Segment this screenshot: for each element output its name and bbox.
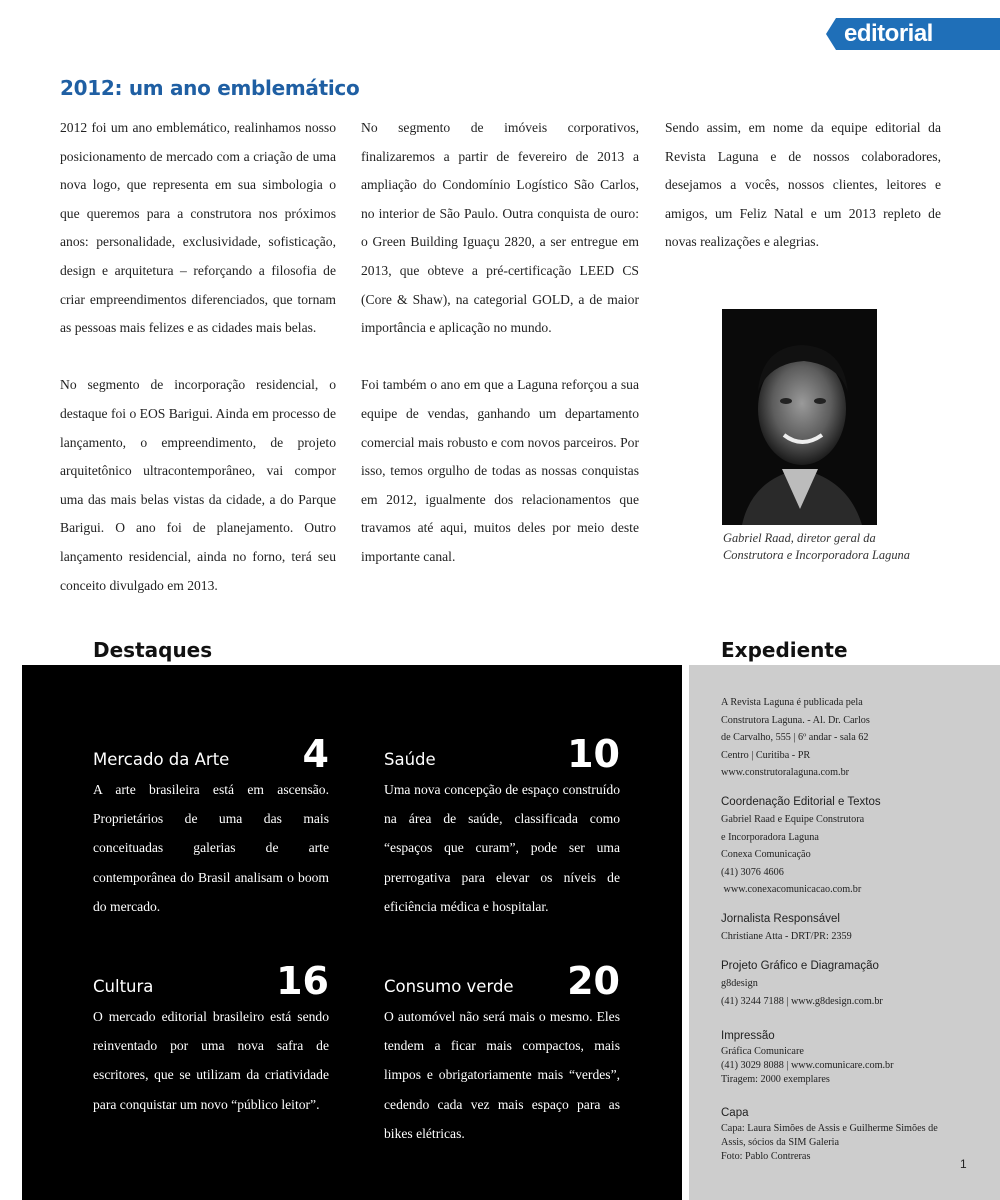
headline: 2012: um ano emblemático (60, 76, 360, 100)
feature-text: A arte brasileira está em ascensão. Proprietários de uma das mais conceituadas galerias de arte contemporânea do Brasil analisam o boom do mercado. (93, 782, 329, 914)
paragraph: Sendo assim, em nome da equipe editorial da Revista Laguna e de nossos colaboradores, desejamos a vocês, nossos clientes, leitores e amigos, um Feliz Natal e um 2013 repleto de novas realizações e alegrias. (665, 120, 941, 250)
feature-consumo-verde (384, 950, 620, 1148)
expediente-section-title: Coordenação Editorial e Textos (721, 796, 881, 808)
expediente-line: (41) 3244 7188 | www.g8design.com.br (721, 995, 883, 1007)
expediente-line: Centro | Curitiba - PR (721, 749, 811, 761)
feature-text: Uma nova concepção de espaço construído na área de saúde, classificada como “espaços que curam”, pode ser uma prerrogativa para elevar os níveis de eficiência médica e hospitalar. (384, 782, 620, 914)
expediente-title: Expediente (721, 638, 848, 662)
expediente-line: Construtora Laguna. - Al. Dr. Carlos (721, 714, 870, 726)
expediente-line: Foto: Pablo Contreras (721, 1151, 811, 1162)
paragraph: 2012 foi um ano emblemático, realinhamos nosso posicionamento de mercado com a criação de uma nova logo, que representa em sua simbologia o que queremos para a construtora nos próximos anos: personalidade, exclusividade, sofisticação, design e arquitetura – reforçando a filosofia de criar empreendimentos diferenciados, que tornam as pessoas mais felizes e as cidades mais belas. (60, 120, 336, 336)
page-number: 1 (960, 1157, 967, 1171)
expediente-intro (721, 694, 971, 782)
feature-page-number: 16 (276, 959, 329, 1003)
expediente-section-title: Projeto Gráfico e Diagramação (721, 960, 879, 972)
expediente-line: Conexa Comunicação (721, 849, 811, 861)
feature-saude (384, 723, 620, 921)
feature-title: Cultura (93, 977, 154, 996)
article-column-3 (665, 114, 941, 286)
expediente-line: Gabriel Raad e Equipe Construtora (721, 814, 865, 825)
destaques-title: Destaques (93, 638, 213, 662)
feature-page-number: 4 (302, 732, 329, 776)
expediente-line: (41) 3029 8088 | www.comunicare.com.br (721, 1060, 894, 1071)
feature-text: O automóvel não será mais o mesmo. Eles tendem a ficar mais compactos, mais limpos e obrigatoriamente mais “verdes”, cedendo cada vez mais espaço para as bikes elétricas. (384, 1009, 620, 1141)
expediente-section-projeto-grafico (721, 960, 971, 1010)
expediente-line: A Revista Laguna é publicada pela (721, 697, 863, 708)
section-tag (826, 18, 1000, 50)
expediente-line: Gráfica Comunicare (721, 1046, 804, 1057)
feature-title: Consumo verde (384, 977, 514, 996)
expediente-line: www.conexacomunicacao.com.br (721, 884, 862, 896)
expediente-section-capa (721, 1107, 961, 1164)
expediente-line: (41) 3076 4606 (721, 866, 784, 878)
portrait-photo (722, 309, 877, 525)
paragraph: No segmento de incorporação residencial, o destaque foi o EOS Barigui. Ainda em processo de lançamento, o empreendimento, de projeto arquitetônico ultracontemporâneo, vai compor uma das mais belas vistas da cidade, a do Parque Barigui. O ano foi de planejamento. Outro lançamento residencial, ainda no forno, terá seu conceito divulgado em 2013. (60, 377, 336, 593)
expediente-line: Capa: Laura Simões de Assis e Guilherme Simões de Assis, sócios da SIM Galeria (721, 1123, 938, 1148)
article-column-2 (361, 114, 639, 600)
expediente-section-title: Jornalista Responsável (721, 913, 840, 925)
expediente-line: Tiragem: 2000 exemplares (721, 1074, 830, 1085)
expediente-section-title: Capa (721, 1107, 749, 1119)
paragraph: No segmento de imóveis corporativos, finalizaremos a partir de fevereiro de 2013 a ampliação do Condomínio Logístico São Carlos, no interior de São Paulo. Outra conquista de ouro: o Green Building Iguaçu 2820, a ser entregue em 2013, que obteve a pré-certificação LEED CS (Core & Shaw), na categorial GOLD, a de maior importância e aplicação no mundo. (361, 120, 639, 336)
photo-caption-line: Construtora e Incorporadora Laguna (723, 548, 910, 562)
feature-title: Saúde (384, 750, 436, 769)
expediente-line: Christiane Atta - DRT/PR: 2359 (721, 931, 852, 942)
feature-page-number: 20 (567, 959, 620, 1003)
feature-title: Mercado da Arte (93, 750, 230, 769)
feature-page-number: 10 (567, 732, 620, 776)
expediente-section-jornalista (721, 913, 971, 946)
feature-cultura (93, 950, 329, 1119)
expediente-section-title: Impressão (721, 1030, 775, 1042)
feature-text: O mercado editorial brasileiro está sendo reinventado por uma nova safra de escritores, que se utilizam da criatividade para conquistar um novo “público leitor”. (93, 1009, 329, 1112)
expediente-line: e Incorporadora Laguna (721, 831, 819, 843)
expediente-line: www.construtoralaguna.com.br (721, 767, 850, 779)
expediente-section-coordenacao (721, 796, 971, 899)
expediente-section-impressao (721, 1030, 971, 1087)
feature-mercado-da-arte (93, 723, 329, 921)
photo-caption (723, 530, 943, 564)
section-tag-label: editorial (844, 20, 933, 47)
paragraph: Foi também o ano em que a Laguna reforçou a sua equipe de vendas, ganhando um departamento comercial mais robusto e com novos parceiros. Por isso, temos orgulho de todas as nossas conquistas em 2012, igualmente dos relacionamentos que travamos até aqui, muitos deles por meio deste importante canal. (361, 377, 639, 564)
expediente-line: de Carvalho, 555 | 6º andar - sala 62 (721, 732, 869, 744)
photo-caption-line: Gabriel Raad, diretor geral da (723, 531, 876, 545)
expediente-line: g8design (721, 978, 758, 989)
article-column-1 (60, 114, 336, 629)
